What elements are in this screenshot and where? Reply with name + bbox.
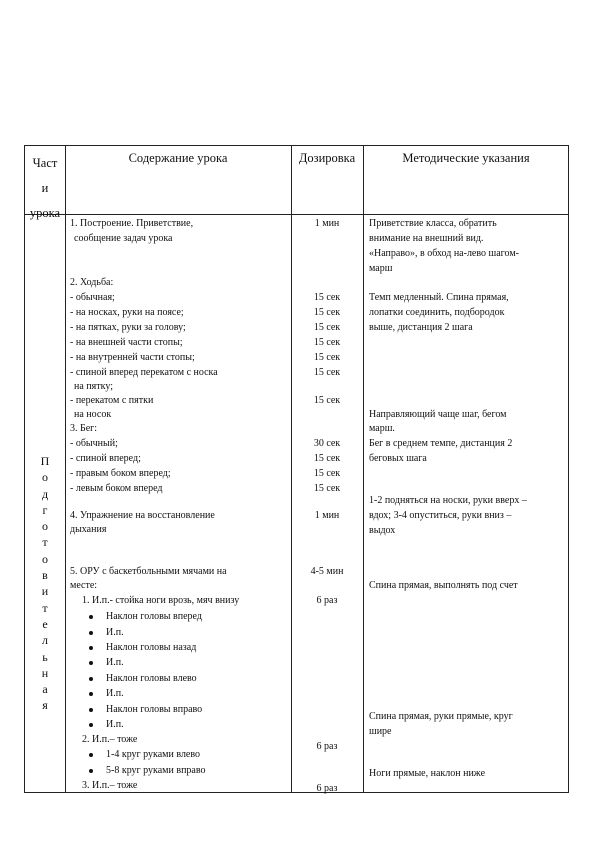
- dosage-value: 6 раз: [316, 783, 338, 794]
- note-line: 1-2 подняться на носки, руки вверх –: [369, 495, 527, 506]
- section-label-preparatory: П о д г о т о в и т е л ь н а я: [40, 454, 50, 713]
- dosage-value: 30 сек: [313, 438, 341, 449]
- content-line: - на носках, руки на поясе;: [70, 307, 184, 318]
- header-method-notes: Методические указания: [402, 151, 530, 165]
- dosage-value: 6 раз: [316, 595, 338, 606]
- content-line: сообщение задач урока: [74, 233, 173, 244]
- dosage-value: 6 раз: [316, 741, 338, 752]
- note-line: выдох: [369, 525, 396, 536]
- bullet-icon: [89, 723, 93, 727]
- content-line: - правым боком вперед;: [70, 468, 171, 479]
- lesson-plan-table: [24, 145, 569, 793]
- note-line: Темп медленный. Спина прямая,: [369, 292, 509, 303]
- content-line: дыхания: [70, 524, 107, 535]
- note-line: выше, дистанция 2 шага: [369, 322, 473, 333]
- content-line: 1. И.п.- стойка ноги врозь, мяч внизу: [82, 595, 240, 606]
- note-line: вдох; 3-4 опуститься, руки вниз –: [369, 510, 512, 521]
- dosage-value: 15 сек: [313, 337, 341, 348]
- content-line: 3. Бег:: [70, 423, 98, 434]
- bullet-icon: [89, 708, 93, 712]
- column-divider: [363, 146, 364, 792]
- bullet-icon: [89, 661, 93, 665]
- bullet-icon: [89, 769, 93, 773]
- list-item: И.п.: [89, 656, 124, 669]
- column-divider: [65, 146, 66, 792]
- note-line: Спина прямая, руки прямые, круг: [369, 711, 513, 722]
- dosage-value: 15 сек: [313, 483, 341, 494]
- dosage-value: 15 сек: [313, 352, 341, 363]
- header-content: Содержание урока: [128, 151, 228, 165]
- dosage-value: 15 сек: [313, 307, 341, 318]
- content-line: - перекатом с пятки: [70, 395, 154, 406]
- content-line: месте:: [70, 580, 98, 591]
- note-line: беговых шага: [369, 453, 427, 464]
- note-line: марш.: [369, 423, 395, 434]
- header-dosage: Дозировка: [298, 151, 356, 165]
- list-item: И.п.: [89, 687, 124, 700]
- dosage-value: 1 мин: [314, 218, 340, 229]
- note-line: Приветствие класса, обратить: [369, 218, 497, 229]
- content-line: - обычный;: [70, 438, 118, 449]
- content-line: - спиной вперед;: [70, 453, 141, 464]
- list-item: Наклон головы вправо: [89, 703, 202, 716]
- bullet-icon: [89, 677, 93, 681]
- note-line: шире: [369, 726, 392, 737]
- dosage-value: 15 сек: [313, 395, 341, 406]
- note-line: «Направо», в обход на-лево шагом-: [369, 248, 519, 259]
- note-line: внимание на внешний вид.: [369, 233, 484, 244]
- list-item: Наклон головы вперед: [89, 610, 202, 623]
- dosage-value: 4-5 мин: [310, 566, 344, 577]
- list-item: И.п.: [89, 626, 124, 639]
- content-line: - на внешней части стопы;: [70, 337, 183, 348]
- note-line: лопатки соединить, подбородок: [369, 307, 505, 318]
- content-line: 5. ОРУ с баскетбольными мячами на: [70, 566, 227, 577]
- content-line: 4. Упражнение на восстановление: [70, 510, 215, 521]
- bullet-icon: [89, 753, 93, 757]
- content-line: - на пятках, руки за голову;: [70, 322, 186, 333]
- content-line: 2. Ходьба:: [70, 277, 114, 288]
- content-line: - спиной вперед перекатом с носка: [70, 367, 218, 378]
- list-item: И.п.: [89, 718, 124, 731]
- note-line: Бег в среднем темпе, дистанция 2: [369, 438, 513, 449]
- dosage-value: 15 сек: [313, 468, 341, 479]
- list-item: 1-4 круг руками влево: [89, 748, 200, 761]
- header-divider: [25, 214, 568, 215]
- bullet-icon: [89, 692, 93, 696]
- content-line: 2. И.п.– тоже: [82, 734, 138, 745]
- note-line: Спина прямая, выполнять под счет: [369, 580, 518, 591]
- content-line: на пятку;: [74, 381, 113, 392]
- list-item: Наклон головы влево: [89, 672, 197, 685]
- bullet-icon: [89, 615, 93, 619]
- content-line: - обычная;: [70, 292, 115, 303]
- dosage-value: 15 сек: [313, 453, 341, 464]
- note-line: Направляющий чаще шаг, бегом: [369, 409, 507, 420]
- bullet-icon: [89, 631, 93, 635]
- content-line: 3. И.п.– тоже: [82, 780, 138, 791]
- content-line: - на внутренней части стопы;: [70, 352, 195, 363]
- dosage-value: 1 мин: [314, 510, 340, 521]
- list-item: Наклон головы назад: [89, 641, 196, 654]
- dosage-value: 15 сек: [313, 292, 341, 303]
- header-part-of-lesson: Част и урока: [29, 156, 61, 220]
- content-line: на носок: [74, 409, 112, 420]
- content-line: - левым боком вперед: [70, 483, 163, 494]
- note-line: Ноги прямые, наклон ниже: [369, 768, 486, 779]
- dosage-value: 15 сек: [313, 322, 341, 333]
- list-item: 5-8 круг руками вправо: [89, 764, 206, 777]
- content-line: 1. Построение. Приветствие,: [70, 218, 194, 229]
- bullet-icon: [89, 646, 93, 650]
- dosage-value: 15 сек: [313, 367, 341, 378]
- note-line: марш: [369, 263, 393, 274]
